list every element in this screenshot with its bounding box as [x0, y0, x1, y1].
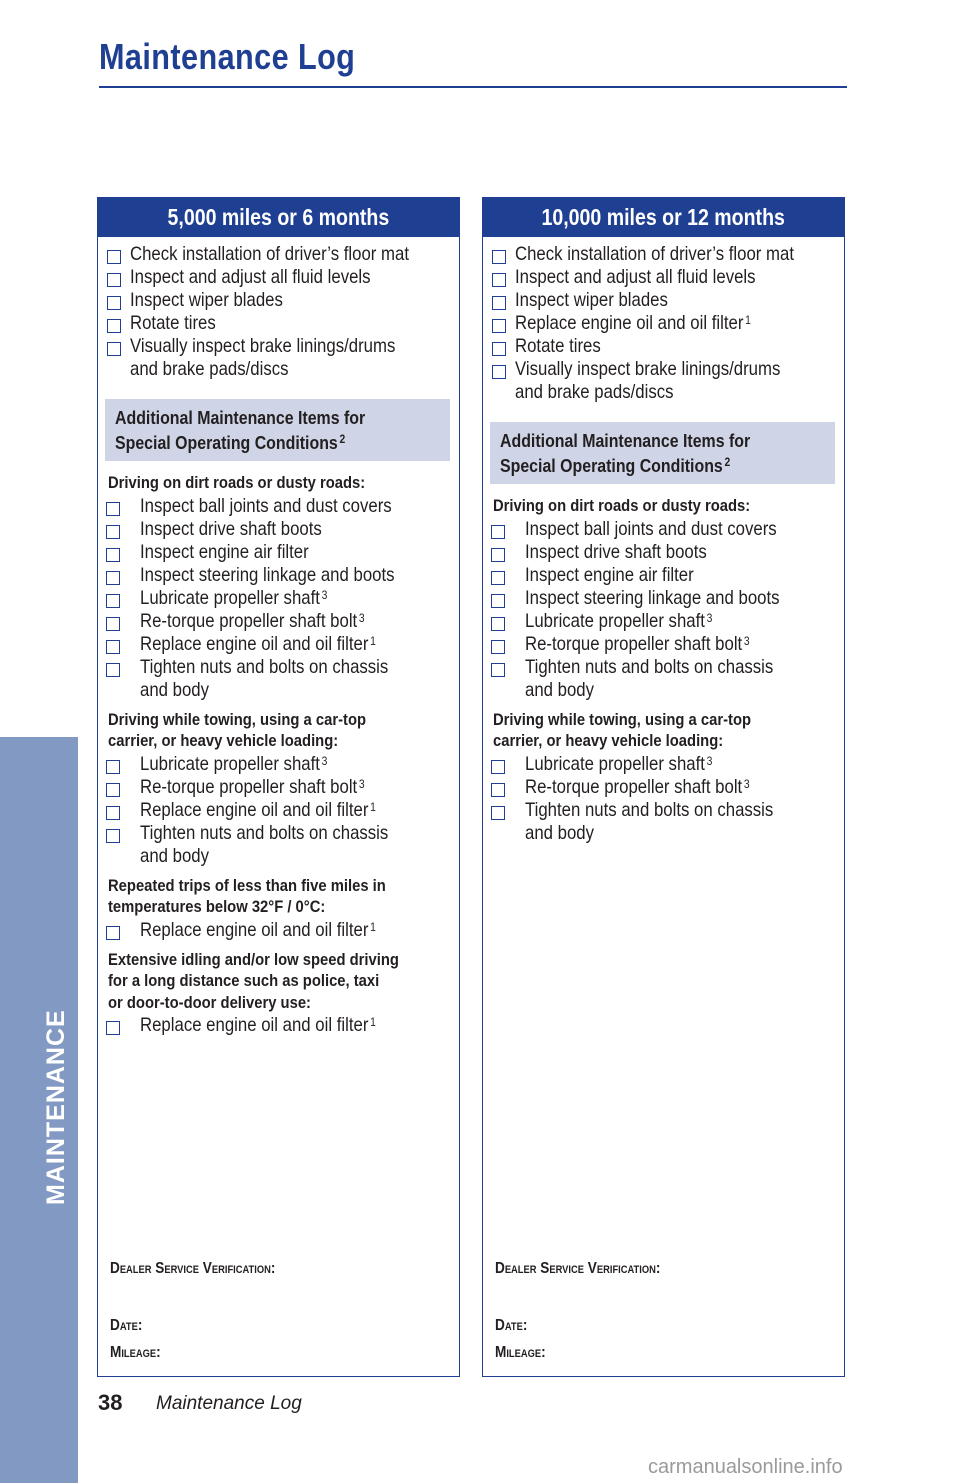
item-text: Rotate tires	[515, 335, 601, 357]
item-text: Tighten nuts and bolts on chassis	[140, 655, 389, 678]
checkbox[interactable]	[106, 783, 120, 797]
checklist-item	[490, 243, 844, 266]
condition-item	[486, 633, 844, 656]
condition-item	[486, 587, 844, 610]
item-text: Tighten nuts and bolts on chassis	[525, 655, 774, 678]
checkbox[interactable]	[491, 806, 505, 820]
special-title-text: Additional Maintenance Items for	[500, 430, 751, 451]
condition-heading-text: Driving while towing, using a car-top	[108, 709, 367, 729]
condition-heading-line	[108, 896, 451, 918]
checkbox[interactable]	[491, 571, 505, 585]
item-text: Inspect engine air filter	[525, 563, 694, 586]
item-text-wrap	[525, 610, 712, 633]
date-label: Date:	[110, 1317, 143, 1334]
footnote-ref: 3	[743, 633, 750, 648]
footnote-ref: 1	[370, 633, 376, 648]
condition-heading-text: Repeated trips of less than five miles in	[108, 875, 386, 895]
condition-heading-text: Driving while towing, using a car-top	[493, 709, 752, 729]
item-text: Replace engine oil and oil filter	[140, 798, 369, 821]
condition-heading	[98, 944, 459, 1015]
checkbox[interactable]	[106, 760, 120, 774]
special-title-line	[115, 430, 440, 455]
checklist-item	[105, 243, 459, 266]
checkbox[interactable]	[492, 365, 506, 379]
checklist-item	[490, 312, 844, 335]
checkbox[interactable]	[491, 548, 505, 562]
condition-item	[486, 799, 844, 845]
item-text: Replace engine oil and oil filter	[140, 918, 369, 941]
condition-heading-text: Driving on dirt roads or dusty roads:	[108, 473, 366, 492]
footnote-ref: 2	[339, 432, 346, 446]
condition-heading-line	[108, 949, 451, 971]
condition-items	[98, 919, 459, 942]
checkbox[interactable]	[106, 617, 120, 631]
checkbox[interactable]	[491, 617, 505, 631]
condition-items	[98, 753, 459, 868]
item-text-continued	[525, 822, 844, 845]
item-text-wrap	[525, 564, 694, 587]
item-text-wrap	[525, 799, 773, 822]
item-text-wrap	[130, 289, 283, 312]
checkbox[interactable]	[107, 250, 121, 264]
condition-items	[98, 495, 459, 702]
item-text: Rotate tires	[130, 312, 216, 334]
item-text-wrap	[525, 587, 780, 610]
condition-items	[483, 518, 844, 702]
footnote-ref: 1	[745, 313, 751, 327]
item-text: Re-torque propeller shaft bolt	[525, 632, 743, 655]
footnote-ref: 3	[358, 610, 365, 625]
item-text: Lubricate propeller shaft	[140, 752, 320, 775]
checklist-item	[490, 358, 844, 404]
item-text: Inspect steering linkage and boots	[140, 563, 395, 586]
column-10000-miles	[482, 197, 845, 1377]
footnote-ref: 1	[370, 799, 376, 814]
item-text: Re-torque propeller shaft bolt	[140, 775, 358, 798]
checkbox[interactable]	[107, 342, 121, 356]
item-text-continued	[140, 845, 459, 868]
item-text: Replace engine oil and oil filter	[515, 312, 744, 334]
checkbox[interactable]	[107, 296, 121, 310]
mileage-label: Mileage:	[110, 1344, 161, 1361]
item-text-wrap	[140, 753, 327, 776]
item-text-wrap	[515, 312, 751, 335]
item-text-continued-wrap: and body	[525, 821, 595, 844]
condition-section	[98, 944, 459, 1038]
checklist-item	[105, 312, 459, 335]
condition-heading-line	[108, 730, 451, 752]
item-text-wrap	[130, 312, 216, 335]
condition-item	[486, 564, 844, 587]
footnote-ref: 2	[724, 455, 731, 469]
item-text: Check installation of driver’s floor mat	[130, 243, 410, 265]
condition-item	[101, 919, 459, 942]
special-title-wrap	[500, 453, 730, 478]
condition-heading-line	[108, 709, 451, 731]
item-text: Re-torque propeller shaft bolt	[525, 775, 743, 798]
side-tab-label: MAINTENANCE	[42, 1009, 70, 1205]
checkbox[interactable]	[107, 273, 121, 287]
item-text-wrap	[140, 822, 388, 845]
condition-heading-text: Driving on dirt roads or dusty roads:	[493, 496, 751, 515]
special-title-line	[115, 405, 440, 430]
checkbox[interactable]	[106, 502, 120, 516]
item-text-wrap	[525, 753, 712, 776]
column-header	[98, 198, 459, 237]
item-text: Inspect wiper blades	[515, 289, 668, 311]
condition-item	[101, 587, 459, 610]
special-title-line	[500, 428, 825, 453]
condition-section	[98, 704, 459, 868]
checkbox[interactable]	[491, 594, 505, 608]
footnote-ref: 3	[358, 776, 365, 791]
condition-item	[101, 656, 459, 702]
condition-item	[101, 1014, 459, 1037]
checklist	[483, 237, 844, 404]
item-text-wrap	[140, 1014, 376, 1037]
condition-items	[483, 753, 844, 845]
checkbox[interactable]	[492, 319, 506, 333]
checkbox[interactable]	[106, 926, 120, 940]
condition-heading-line	[108, 992, 451, 1014]
item-text-wrap	[140, 799, 376, 822]
item-text: Lubricate propeller shaft	[525, 609, 705, 632]
checkbox[interactable]	[492, 273, 506, 287]
item-text-wrap	[515, 289, 668, 312]
condition-heading	[483, 490, 844, 518]
condition-heading-text: carrier, or heavy vehicle loading:	[493, 731, 724, 750]
special-conditions-box	[490, 422, 835, 484]
footnote-ref: 3	[706, 753, 713, 768]
special-title-wrap	[115, 430, 345, 455]
condition-item	[101, 610, 459, 633]
item-text-continued	[525, 679, 844, 702]
checkbox[interactable]	[491, 663, 505, 677]
checkbox[interactable]	[106, 571, 120, 585]
item-text-wrap	[130, 335, 395, 358]
item-text: Inspect and adjust all fluid levels	[130, 266, 371, 288]
condition-heading-text: carrier, or heavy vehicle loading:	[108, 731, 339, 750]
item-text: Tighten nuts and bolts on chassis	[525, 798, 774, 821]
checkbox[interactable]	[492, 250, 506, 264]
watermark: carmanualsonline.info	[648, 1456, 843, 1478]
condition-heading-line	[108, 472, 451, 494]
checkbox[interactable]	[107, 319, 121, 333]
condition-item	[101, 633, 459, 656]
checkbox[interactable]	[106, 548, 120, 562]
item-text: Visually inspect brake linings/drums	[515, 358, 781, 380]
footer-title: Maintenance Log	[156, 1393, 302, 1414]
item-text-wrap	[525, 656, 773, 679]
item-text-wrap	[140, 564, 395, 587]
item-text-continued-wrap: and brake pads/discs	[515, 381, 674, 403]
item-text: Inspect ball joints and dust covers	[140, 494, 392, 517]
condition-heading	[98, 870, 459, 919]
item-text-wrap	[140, 656, 388, 679]
condition-item	[101, 564, 459, 587]
special-title-text: Additional Maintenance Items for	[115, 407, 366, 428]
item-text-wrap	[140, 776, 365, 799]
checklist-item	[490, 266, 844, 289]
footnote-ref: 3	[321, 753, 328, 768]
condition-section	[483, 704, 844, 845]
condition-item	[101, 495, 459, 518]
checkbox[interactable]	[106, 525, 120, 539]
item-text-wrap	[515, 358, 780, 381]
item-text-continued	[130, 358, 459, 381]
checklist-item	[490, 335, 844, 358]
item-text: Tighten nuts and bolts on chassis	[140, 821, 389, 844]
condition-heading-text: for a long distance such as police, taxi	[108, 971, 380, 990]
item-text: Inspect drive shaft boots	[525, 540, 707, 563]
column-header-label: 10,000 miles or 12 months	[541, 204, 786, 230]
item-text-wrap	[130, 243, 409, 266]
condition-item	[101, 799, 459, 822]
item-text-wrap	[525, 776, 750, 799]
dealer-service-verification-label: Dealer Service Verification:	[110, 1260, 276, 1277]
title-divider	[99, 86, 847, 88]
item-text-wrap	[140, 633, 376, 656]
condition-item	[101, 776, 459, 799]
checklist-item	[105, 289, 459, 312]
checkbox[interactable]	[491, 525, 505, 539]
item-text-wrap	[140, 587, 327, 610]
item-text-continued	[515, 381, 844, 404]
checklist	[98, 237, 459, 381]
special-title-line	[500, 453, 825, 478]
item-text: Check installation of driver’s floor mat	[515, 243, 795, 265]
date-label: Date:	[495, 1317, 528, 1334]
checkbox[interactable]	[492, 296, 506, 310]
condition-item	[101, 541, 459, 564]
page-number: 38	[98, 1390, 123, 1415]
item-text-wrap	[140, 518, 322, 541]
condition-item	[486, 656, 844, 702]
item-text-wrap	[140, 541, 309, 564]
condition-heading-line	[493, 730, 836, 752]
checkbox[interactable]	[491, 760, 505, 774]
footnote-ref: 3	[706, 610, 713, 625]
item-text-wrap	[140, 610, 365, 633]
item-text-continued-wrap: and body	[140, 678, 210, 701]
checkbox[interactable]	[491, 783, 505, 797]
checklist-item	[105, 266, 459, 289]
column-header-label: 5,000 miles or 6 months	[167, 204, 390, 230]
mileage-label: Mileage:	[495, 1344, 546, 1361]
item-text-continued-wrap: and brake pads/discs	[130, 358, 289, 380]
item-text: Inspect drive shaft boots	[140, 517, 322, 540]
footnote-ref: 3	[743, 776, 750, 791]
item-text: Inspect steering linkage and boots	[525, 586, 780, 609]
condition-heading-line	[108, 875, 451, 897]
condition-section	[98, 467, 459, 702]
checkbox[interactable]	[106, 806, 120, 820]
condition-heading-line	[493, 709, 836, 731]
condition-item	[101, 753, 459, 776]
item-text: Inspect ball joints and dust covers	[525, 517, 777, 540]
item-text-wrap	[525, 633, 750, 656]
item-text-wrap	[140, 495, 392, 518]
column-5000-miles	[97, 197, 460, 1377]
condition-heading-text: temperatures below 32°F / 0°C:	[108, 897, 326, 916]
checkbox[interactable]	[106, 640, 120, 654]
special-title-text: Special Operating Conditions	[500, 455, 723, 476]
item-text-continued	[140, 679, 459, 702]
item-text: Replace engine oil and oil filter	[140, 1014, 369, 1036]
condition-item	[486, 753, 844, 776]
condition-heading	[98, 704, 459, 753]
condition-item	[486, 610, 844, 633]
condition-item	[101, 822, 459, 868]
item-text: Visually inspect brake linings/drums	[130, 335, 396, 357]
checkbox[interactable]	[106, 1021, 120, 1035]
condition-item	[486, 518, 844, 541]
item-text-wrap	[140, 919, 376, 942]
item-text-continued-wrap: and body	[140, 844, 210, 867]
item-text: Inspect engine air filter	[140, 540, 309, 563]
footnote-ref: 3	[321, 587, 328, 602]
checkbox[interactable]	[491, 640, 505, 654]
checklist-item	[105, 335, 459, 381]
checkbox[interactable]	[106, 663, 120, 677]
condition-items	[98, 1014, 459, 1037]
item-text: Inspect and adjust all fluid levels	[515, 266, 756, 288]
item-text-wrap	[525, 541, 707, 564]
condition-item	[486, 776, 844, 799]
item-text: Lubricate propeller shaft	[140, 586, 320, 609]
item-text-wrap	[515, 266, 756, 289]
item-text-continued-wrap: and body	[525, 678, 595, 701]
footnote-ref: 1	[370, 1015, 376, 1029]
item-text: Lubricate propeller shaft	[525, 752, 705, 775]
page-title: Maintenance Log	[99, 36, 356, 77]
footnote-ref: 1	[370, 919, 376, 934]
condition-heading	[98, 467, 459, 495]
condition-item	[101, 518, 459, 541]
condition-heading-text: Extensive idling and/or low speed driving	[108, 949, 399, 969]
item-text: Replace engine oil and oil filter	[140, 632, 369, 655]
condition-heading	[483, 704, 844, 753]
condition-heading-line	[108, 970, 451, 992]
checkbox[interactable]	[492, 342, 506, 356]
item-text: Inspect wiper blades	[130, 289, 283, 311]
column-header	[483, 198, 844, 237]
checkbox[interactable]	[106, 594, 120, 608]
item-text-wrap	[130, 266, 371, 289]
checkbox[interactable]	[106, 829, 120, 843]
condition-section	[483, 490, 844, 702]
condition-heading-line	[493, 495, 836, 517]
special-conditions-box	[105, 399, 450, 461]
item-text-wrap	[515, 243, 794, 266]
condition-item	[486, 541, 844, 564]
checklist-item	[490, 289, 844, 312]
condition-heading-text: or door-to-door delivery use:	[108, 992, 311, 1012]
dealer-service-verification-label: Dealer Service Verification:	[495, 1260, 661, 1277]
condition-section	[98, 870, 459, 942]
special-title-text: Special Operating Conditions	[115, 432, 338, 453]
item-text-wrap	[525, 518, 777, 541]
item-text: Re-torque propeller shaft bolt	[140, 609, 358, 632]
item-text-wrap	[515, 335, 601, 358]
